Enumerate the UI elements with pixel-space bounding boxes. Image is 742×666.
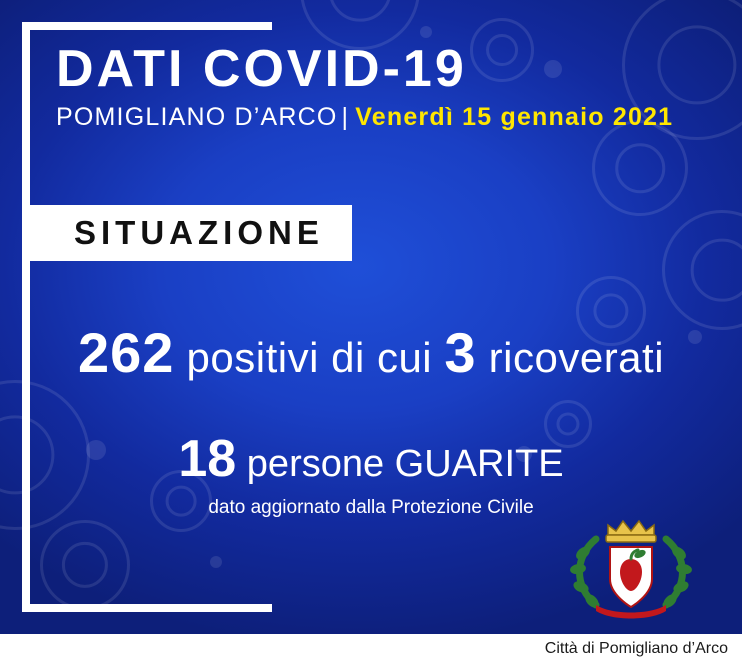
coat-of-arms-icon [556,509,706,619]
positives-label: positivi di cui [186,334,433,381]
city-name: POMIGLIANO D’ARCO [56,102,338,131]
frame-bottom-bar [22,604,272,612]
recovered-line [0,429,742,489]
poster-header [56,42,716,132]
frame-top-bar [22,22,272,30]
section-band [22,205,352,261]
virus-decoration-icon [592,120,688,216]
positives-line [0,320,742,385]
positives-count: 262 [77,321,175,384]
recovered-count: 18 [178,430,237,488]
recovered-label: persone GUARITE [246,443,564,485]
hospitalized-count: 3 [444,321,477,384]
hospitalized-label: ricoverati [488,334,665,381]
footer-caption: Città di Pomigliano d’Arco [544,640,728,657]
statistics-block [0,320,742,519]
frame-left-bar [22,22,30,612]
virus-decoration-icon [662,210,742,330]
section-label: SITUAZIONE [74,214,324,251]
page-title: DATI COVID-19 [56,40,467,98]
poster-footer [0,634,742,666]
report-date: Venerdì 15 gennaio 2021 [355,102,674,131]
source-note: dato aggiornato dalla Protezione Civile [208,497,534,518]
virus-decoration-icon [40,520,130,610]
subtitle-row [56,103,716,132]
dot-decoration-icon [210,556,222,568]
crest-container [546,504,716,624]
dot-decoration-icon [420,26,432,38]
subtitle-separator: | [341,102,350,131]
